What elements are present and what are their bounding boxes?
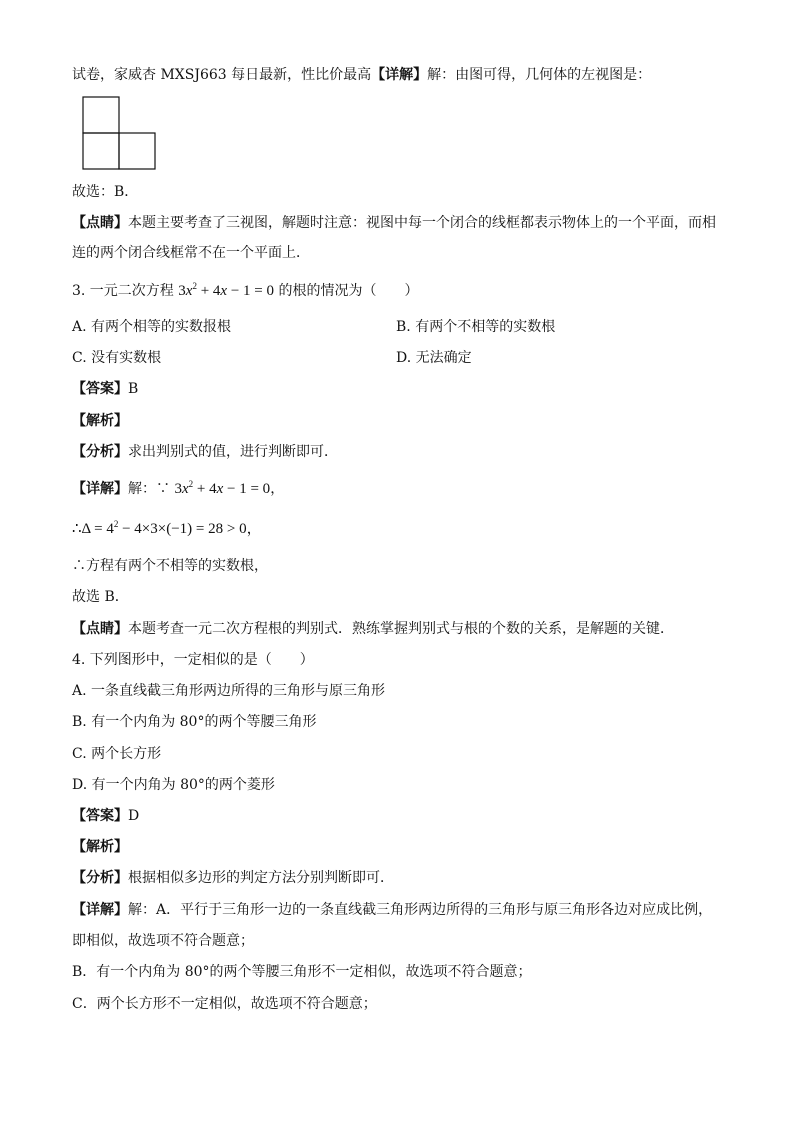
q4-answer [72,807,139,825]
q3-analysis-tag: 【解析】 [72,413,128,429]
q4-stem: 4. 下列图形中，一定相似的是（ ） [72,652,314,668]
figure-top-square [83,97,119,133]
q3-option-c: C. 没有实数根 [72,350,162,366]
figure-bottom-right-square [119,133,155,169]
q3-option-b: B. 有两个不相等的实数根 [396,319,556,335]
answer-tag: 【答案】 [72,808,128,824]
answer-value: D [128,808,140,824]
delta-exp: 2 [113,519,119,529]
comment-tag: 【点睛】 [72,215,128,231]
q3-choice: 故选 B． [72,589,129,605]
q3-stem [72,282,418,300]
q4-fenxi [72,869,394,887]
q3-answer [72,380,138,398]
q4-option-c: C. 两个长方形 [72,746,162,762]
fenxi-tag: 【分析】 [72,444,128,460]
q4-analysis-tag: 【解析】 [72,839,128,855]
q3-option-a: A. 有两个相等的实数报根 [72,319,232,335]
fenxi-text: 求出判别式的值，进行判断即可． [128,444,338,460]
q2-choice: 故选：B． [72,184,139,200]
eq-coef: 3 [178,283,186,299]
q3-fenxi [72,443,338,461]
q3-options-row1 [72,318,231,336]
eq-coef: 3 [174,481,182,497]
eq-exp: 2 [188,479,194,489]
detail-text: 解：A．平行于三角形一边的一条直线截三角形两边所得的三角形与原三角形各边对应成比例， [128,902,713,918]
eq-var: x [181,481,189,497]
eq-var2: x [220,283,228,299]
detail-tag: 【详解】 [371,67,428,83]
detail-prefix: 解：∵ [128,481,175,497]
figure-bottom-left-square [83,133,119,169]
eq-rest: + 4 [196,283,221,299]
comment-text: 本题考查一元二次方程根的判别式．熟练掌握判别式与根的个数的关系，是解题的关键． [128,621,674,637]
q4-option-b: B. 有一个内角为 80°的两个等腰三角形 [72,714,317,730]
eq-var: x [185,283,193,299]
detail-tag: 【详解】 [72,481,128,497]
detail-text: 解：由图可得，几何体的左视图是： [427,67,652,83]
q4-detail-line2: 即相似，故选项不符合题意； [72,933,254,949]
header-line [72,66,651,84]
q4-detail-line1 [72,901,712,919]
fenxi-text: 根据相似多边形的判定方法分别判断即可． [128,870,394,886]
q3-stem-prefix: 3. 一元二次方程 [72,283,179,299]
comment-text: 本题主要考查了三视图，解题时注意：视图中每一个闭合的线框都表示物体上的一个平面，而相 [128,215,716,231]
q4-detail-c: C．两个长方形不一定相似，故选项不符合题意； [72,996,377,1012]
detail-equation [174,481,270,497]
q3-stem-suffix: 的根的情况为（ ） [274,283,419,299]
answer-tag: 【答案】 [72,381,128,397]
q4-option-a: A. 一条直线截三角形两边所得的三角形与原三角形 [72,683,386,699]
q3-option-d: D. 无法确定 [396,350,472,366]
eq-var2: x [216,481,224,497]
delta-post: − 4×3×(−1) = 28 > 0， [118,521,262,537]
q2-comment-line2: 连的两个闭合线框常不在一个平面上． [72,245,310,261]
delta-pre: ∴Δ = 4 [72,521,114,537]
q4-option-d: D. 有一个内角为 80°的两个菱形 [72,777,275,793]
left-view-figure [82,96,158,170]
eq-tail: − 1 = 0 [227,283,274,299]
eq-rest: + 4 [193,481,217,497]
eq-exp: 2 [192,281,197,291]
comment-tag: 【点睛】 [72,621,128,637]
watermark-text: 试卷，家威杏 MXSJ663 每日最新，性比价最高 [72,67,372,83]
q3-detail [72,480,284,498]
q3-equation [178,283,274,299]
q2-comment-line1 [72,214,716,232]
fenxi-tag: 【分析】 [72,870,128,886]
eq-tail: − 1 = 0 [223,481,271,497]
answer-value: B [128,381,139,397]
detail-tag: 【详解】 [72,902,128,918]
q3-comment [72,620,674,638]
detail-suffix: ， [270,481,285,497]
q4-detail-b: B．有一个内角为 80°的两个等腰三角形不一定相似，故选项不符合题意； [72,964,532,980]
q3-delta-line [72,520,262,538]
q3-conclusion: ∴方程有两个不相等的实数根， [72,558,268,574]
